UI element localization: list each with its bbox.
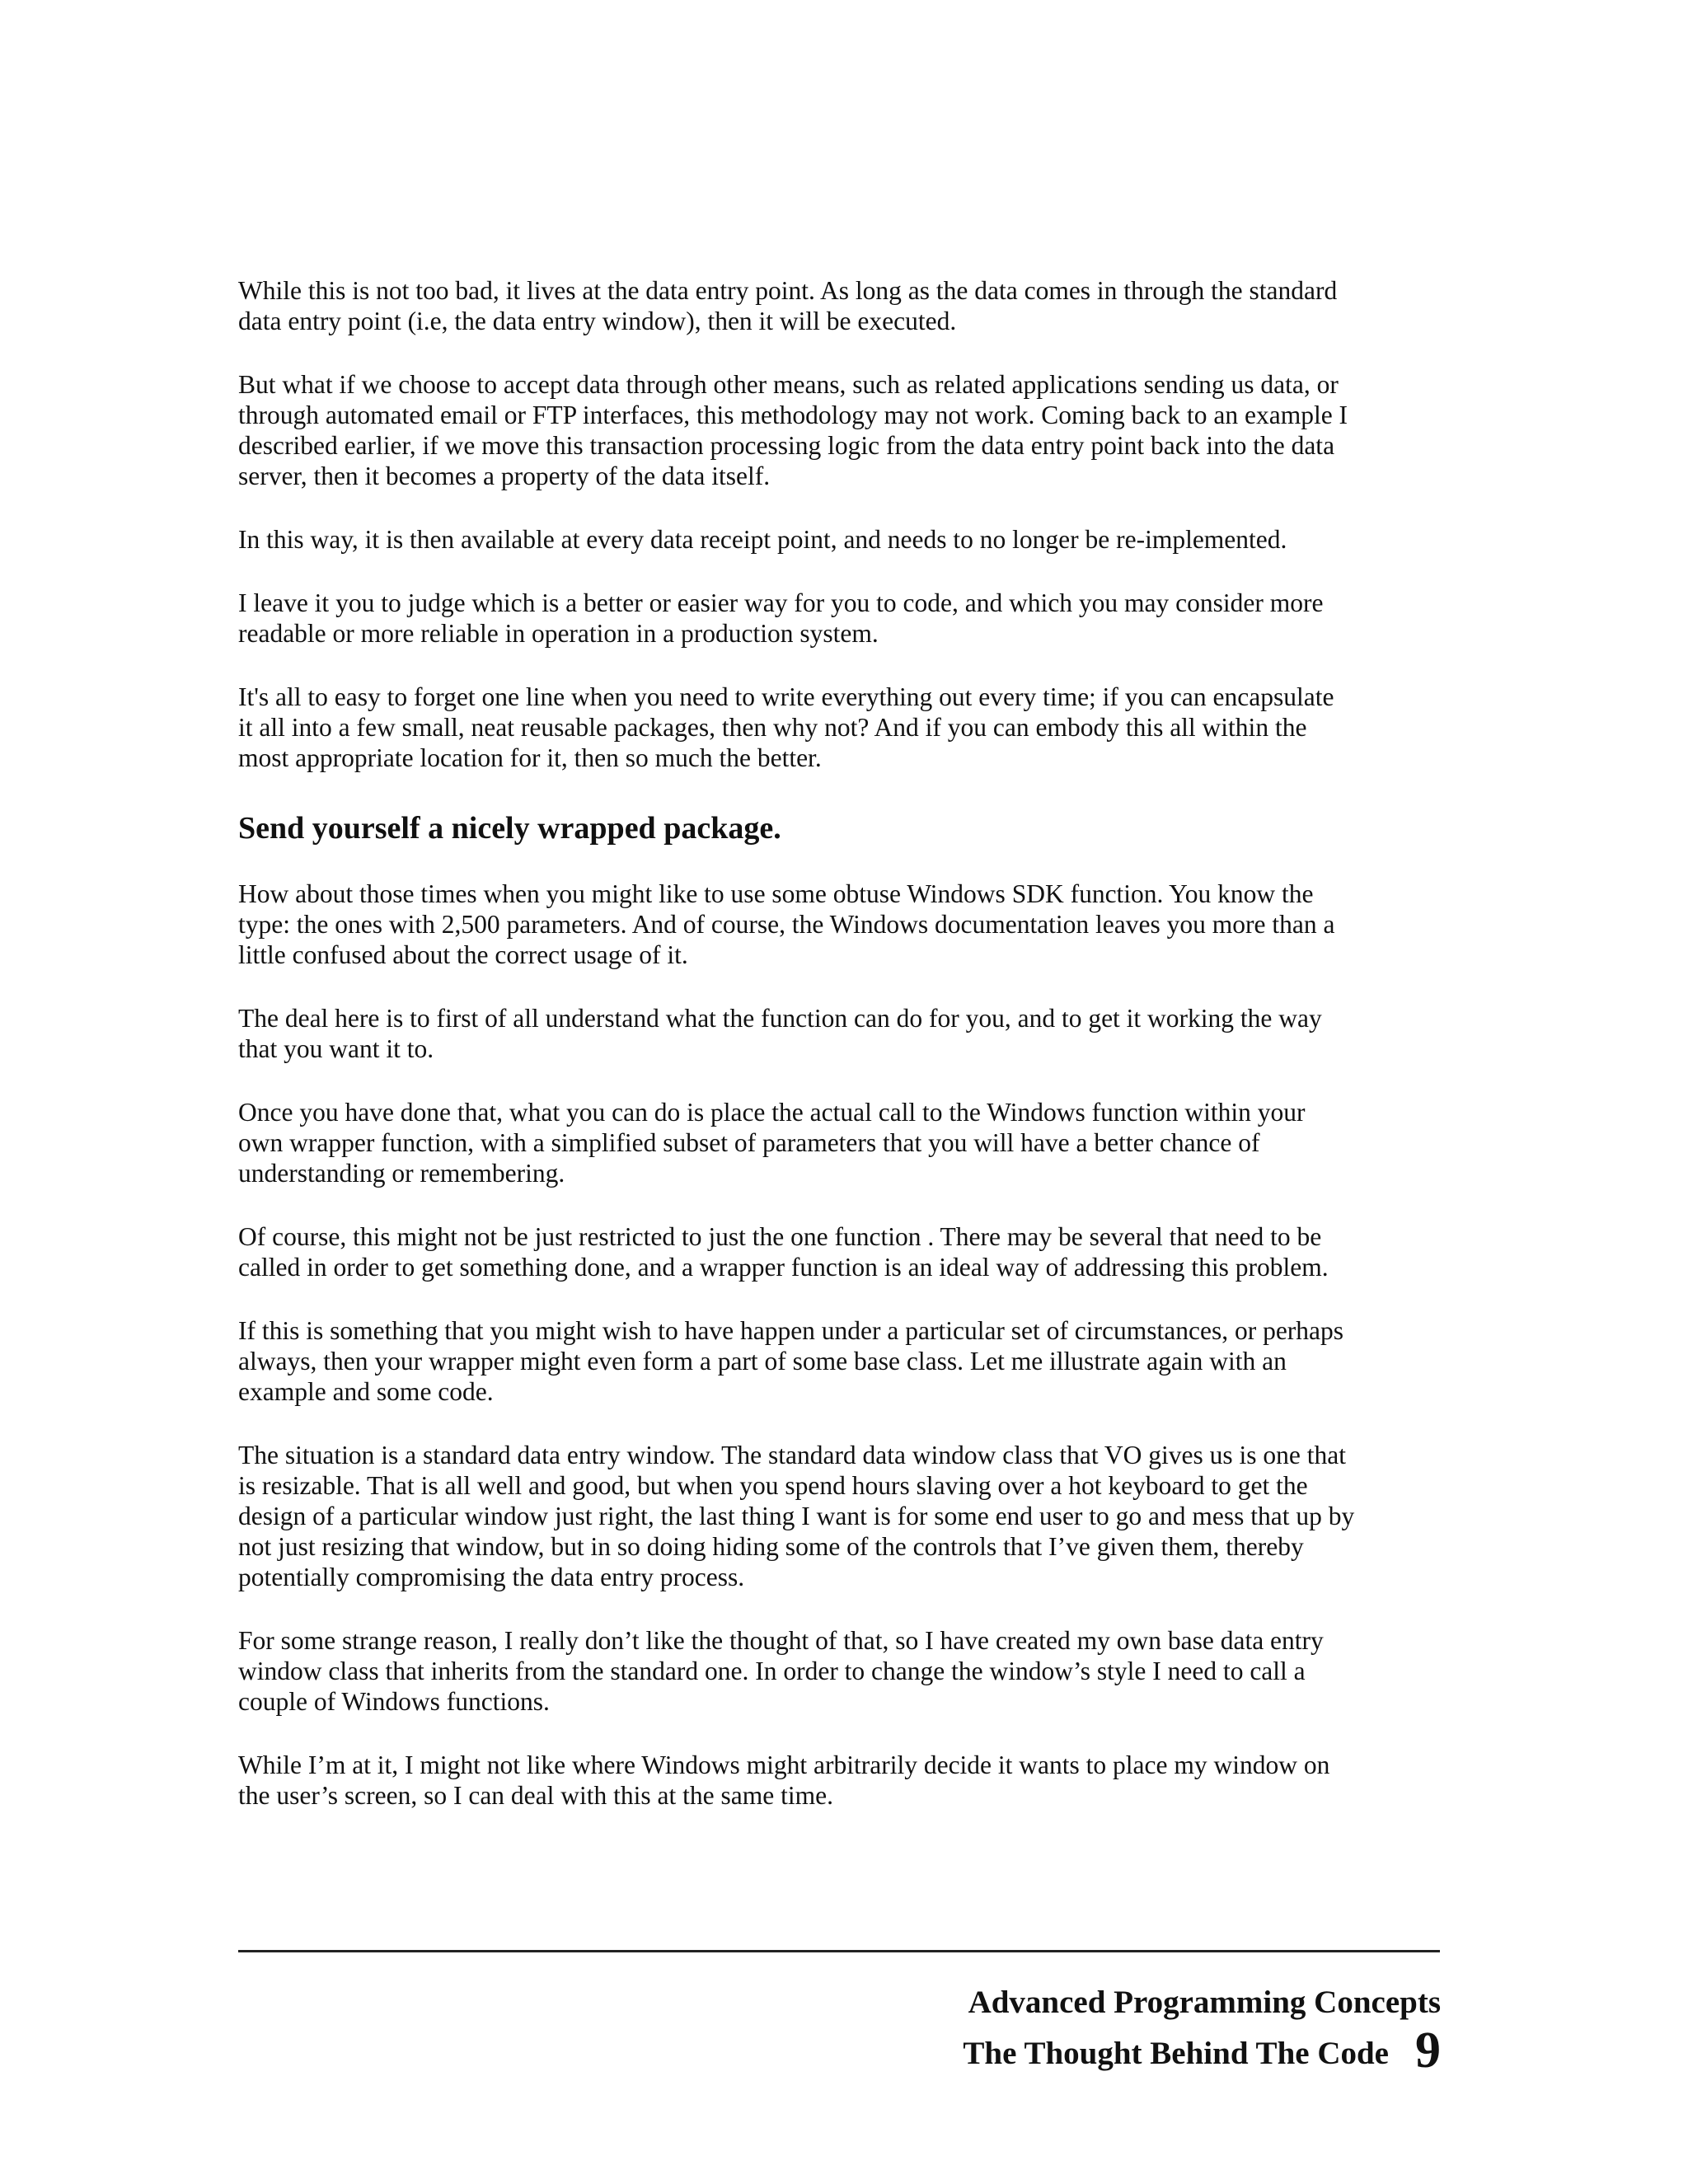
body-paragraph: If this is something that you might wish to have happen under a particular set of circumstances, or perhaps always, then your wrapper might even form a part of some base class. Let me illustrate again with an example and some code. — [238, 1316, 1344, 1406]
body-paragraph: In this way, it is then available at every data receipt point, and needs to no longer be re-implemented. — [238, 525, 1287, 554]
body-paragraph: How about those times when you might like to use some obtuse Windows SDK function. You know the type: the ones with 2,500 parameters. And of course, the Windows documentation leaves you more than a little confused about the correct usage of it. — [238, 879, 1335, 969]
body-paragraph: While this is not too bad, it lives at the data entry point. As long as the data comes in through the standard data entry point (i.e, the data entry window), then it will be executed. — [238, 276, 1338, 335]
body-paragraph: The deal here is to first of all understand what the function can do for you, and to get it working the way that you want it to. — [238, 1004, 1322, 1063]
body-paragraph: The situation is a standard data entry window. The standard data window class that VO gives us is one that is resizable. That is all well and good, but when you spend hours slaving over a hot keyboard to get the design of a particular window just right, the last thing I want is for some end user to go and mess that up by not just resizing that window, but in so doing hiding some of the controls that I’ve given them, thereby potentially compromising the data entry process. — [238, 1441, 1355, 1591]
footer-book-title: Advanced Programming Concepts — [968, 1985, 1441, 2020]
body-paragraph: Of course, this might not be just restricted to just the one function . There may be several that need to be called in order to get something done, and a wrapper function is an ideal way of addressing this problem. — [238, 1222, 1329, 1282]
body-paragraph: It's all to easy to forget one line when you need to write everything out every time; if you can encapsulate it all into a few small, neat reusable packages, then why not? And if you can embody this all within the most appropriate location for it, then so much the better. — [238, 682, 1334, 772]
body-paragraph: I leave it you to judge which is a better or easier way for you to code, and which you may consider more readable or more reliable in operation in a production system. — [238, 588, 1324, 648]
body-paragraph: But what if we choose to accept data through other means, such as related applications sending us data, or through automated email or FTP interfaces, this methodology may not work. Coming back to an example I described earlier, if we move this transaction processing logic from the data entry point back into the data server, then it becomes a property of the data itself. — [238, 370, 1348, 490]
page-body — [238, 275, 1442, 1844]
page-number: 9 — [1415, 2022, 1441, 2079]
body-paragraph: Once you have done that, what you can do is place the actual call to the Windows function within your own wrapper function, with a simplified subset of parameters that you will have a better chance of understanding or remembering. — [238, 1098, 1306, 1188]
footer-subtitle-row — [963, 2022, 1441, 2079]
footer-subtitle: The Thought Behind The Code — [963, 2036, 1389, 2071]
page-footer — [963, 1983, 1441, 2079]
body-paragraph: While I’m at it, I might not like where Windows might arbitrarily decide it wants to place my window on the user’s screen, so I can deal with this at the same time. — [238, 1750, 1330, 1810]
body-paragraph: For some strange reason, I really don’t like the thought of that, so I have created my own base data entry window class that inherits from the standard one. In order to change the window’s style I need to call a couple of Windows functions. — [238, 1626, 1324, 1716]
footer-divider — [238, 1950, 1440, 1952]
section-heading: Send yourself a nicely wrapped package. — [238, 811, 781, 846]
